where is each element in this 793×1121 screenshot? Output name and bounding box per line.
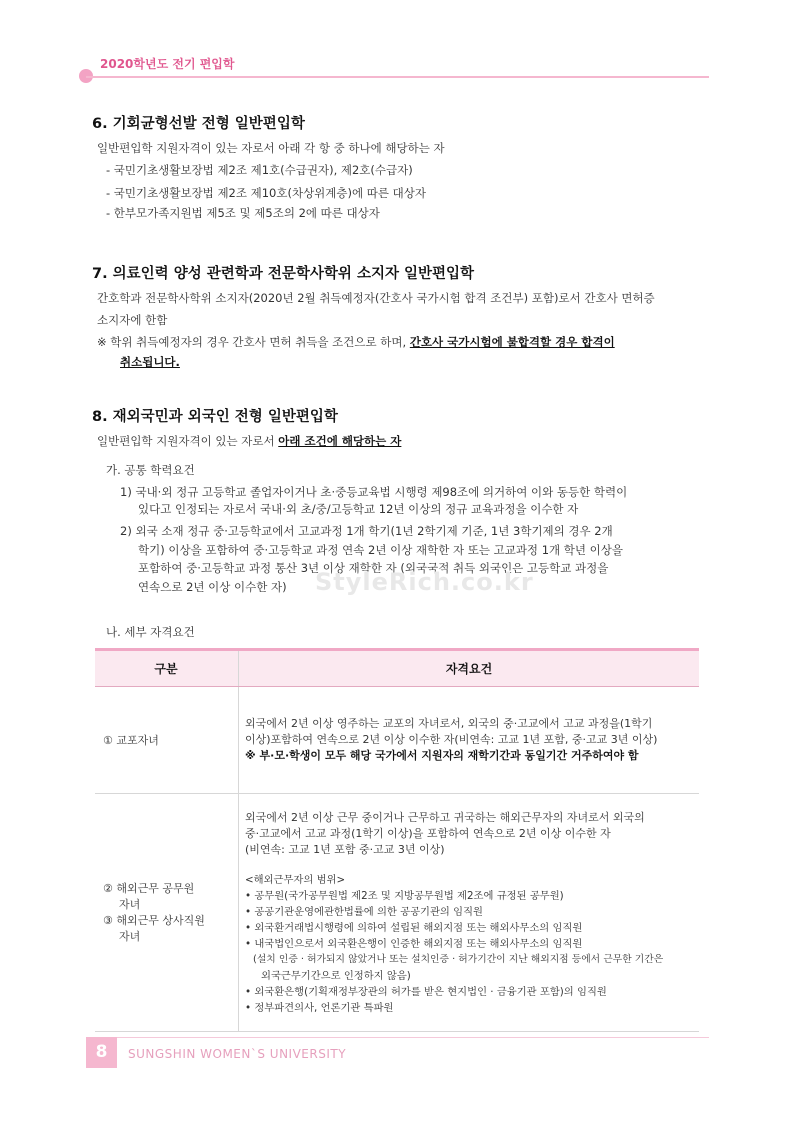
row2-line1: 외국에서 2년 이상 근무 중이거나 근무하고 귀국하는 해외근무자의 자녀로서 외국의 [245,810,645,824]
section8-sub-a: 가. 공통 학력요건 [106,463,195,477]
table-header-requirements: 자격요건 [239,650,700,687]
row2-content [239,794,700,1032]
page-number: 8 [86,1037,117,1068]
section6-intro: 일반편입학 지원자격이 있는 자로서 아래 각 항 중 하나에 해당하는 자 [97,141,445,155]
row2-label-b1: ③ 해외근무 상사직원 [103,913,205,927]
row1-line1: 외국에서 2년 이상 영주하는 교포의 자녀로서, 외국의 중·고교에서 고교 과정을(1학기 [245,717,653,730]
row1-label: ① 교포자녀 [95,687,239,794]
section7-line1: 간호학과 전문학사학위 소지자(2020년 2월 취득예정자(간호사 국가시험 합격 조건부) 포함)로서 간호사 면허증 [97,291,655,305]
section8-intro-prefix: 일반편입학 지원자격이 있는 자로서 [97,434,279,448]
row2-scope-3: • 외국환거래법시행령에 의하여 설립된 해외지점 또는 해외사무소의 임직원 [245,921,583,934]
section6-title: 6. 기회균형선발 전형 일반편입학 [92,116,305,132]
row1-line2: 이상)포함하여 연속으로 2년 이상 이수한 자(비연속: 고교 1년 포함, 중·고교 3년 이상) [245,733,658,746]
section8-intro [97,434,401,449]
row1-content [239,687,700,794]
section8-intro-underlined: 아래 조건에 해당하는 자 [278,434,402,448]
section8-title: 8. 재외국민과 외국인 전형 일반편입학 [92,409,338,425]
header-divider [86,76,709,78]
section7-note-line2: 취소됩니다. [120,355,180,369]
row2-line2: 중·고교에서 고교 과정(1학기 이상)을 포함하여 연속으로 2년 이상 이수한 자 [245,826,611,840]
row2-scope-title: <해외근무자의 범위> [245,873,346,886]
requirements-table [95,648,699,1032]
row2-scope-4b: 외국근무기간으로 인정하지 않음) [261,969,411,982]
section7-note [97,335,615,350]
row2-scope-2: • 공공기관운영에관한법률에 의한 공공기관의 임직원 [245,905,483,918]
table-row [95,687,699,794]
row2-label-a2: 자녀 [119,897,141,911]
row2-label-b2: 자녀 [119,929,141,943]
section7-note-underlined: 간호사 국가시험에 불합격할 경우 합격이 [409,335,615,349]
section8-a2-line3: 포함하여 중·고등학교 과정 통산 3년 이상 재학한 자 (외국국적 취득 외국인은 고등학교 과정을 [138,561,609,575]
row2-label-a1: ② 해외근무 공무원 [103,881,195,895]
row2-scope-1: • 공무원(국가공무원법 제2조 및 지방공무원법 제2조에 규정된 공무원) [245,889,564,902]
row2-scope-4: • 내국법인으로서 외국환은행이 인증한 해외지점 또는 해외사무소의 임직원 [245,937,583,950]
section6-item-3: - 한부모가족지원법 제5조 및 제5조의 2에 따른 대상자 [106,206,380,220]
table-header-category: 구분 [95,650,239,687]
section8-sub-b: 나. 세부 자격요건 [106,625,195,639]
row2-line3: (비연속: 고교 1년 포함 중·고교 3년 이상) [245,842,445,856]
section7-line2: 소지자에 한함 [97,313,168,327]
table-row [95,794,699,1032]
section7-title: 7. 의료인력 양성 관련학과 전문학사학위 소지자 일반편입학 [92,266,475,282]
row2-scope-5: • 외국환은행(기획재정부장관의 허가를 받은 현지법인 · 금융기관 포함)의 임직원 [245,985,607,998]
row2-label [95,794,239,1032]
section8-a2-line2: 학기) 이상을 포함하여 중·고등학교 과정 연속 2년 이상 재학한 자 또는 고교과정 1개 학년 이상을 [138,543,623,557]
table-header-row [95,650,699,687]
section6-item-1: - 국민기초생활보장법 제2조 제1호(수급권자), 제2호(수급자) [106,163,413,177]
row2-scope-4a: (설치 인증 · 허가되지 않았거나 또는 설치인증 · 허가기간이 지난 해외지점 등에서 근무한 기간은 [253,953,664,965]
section8-a2-line4: 연속으로 2년 이상 이수한 자) [138,580,287,594]
footer-divider [86,1037,709,1038]
header-title: 2020학년도 전기 편입학 [100,57,235,71]
section7-note-prefix: ※ 학위 취득예정자의 경우 간호사 면허 취득을 조건으로 하며, [97,335,410,349]
footer-university: SUNGSHIN WOMEN`S UNIVERSITY [128,1047,347,1061]
row1-note: ※ 부·모·학생이 모두 해당 국가에서 지원자의 재학기간과 동일기간 거주하여야 함 [245,749,639,762]
row2-scope-6: • 정부파견의사, 언론기관 특파원 [245,1001,394,1014]
watermark: StyleRich.co.kr [315,568,534,596]
section6-item-2: - 국민기초생활보장법 제2조 제10호(차상위계층)에 따른 대상자 [106,186,426,200]
section8-a1-line1: 1) 국내·외 정규 고등학교 졸업자이거나 초·중등교육법 시행령 제98조에 의거하여 이와 동등한 학력이 [120,485,628,499]
section8-a1-line2: 있다고 인정되는 자로서 국내·외 초/중/고등학교 12년 이상의 정규 교육과정을 이수한 자 [138,502,579,516]
section8-a2-line1: 2) 외국 소재 정규 중·고등학교에서 고교과정 1개 학기(1년 2학기제 기준, 1년 3학기제의 경우 2개 [120,524,613,538]
